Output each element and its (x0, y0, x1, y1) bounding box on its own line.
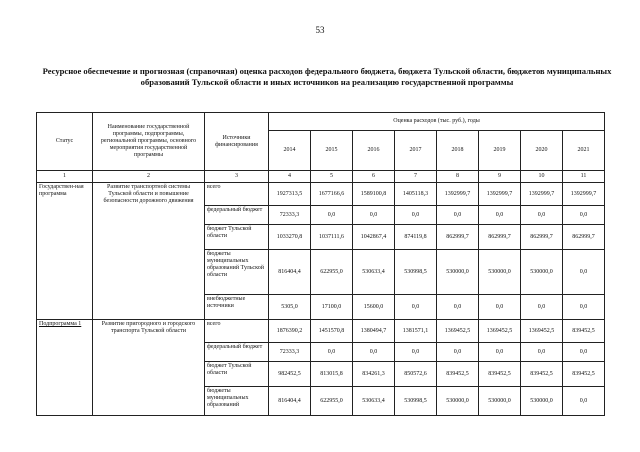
value-cell: 72333,3 (269, 206, 311, 225)
column-number-row (37, 171, 605, 183)
column-number: 11 (563, 171, 605, 183)
value-cell: 0,0 (521, 295, 563, 320)
column-number: 5 (311, 171, 353, 183)
value-cell: 862999,7 (479, 225, 521, 250)
column-number: 3 (205, 171, 269, 183)
header-year: 2019 (479, 131, 521, 171)
value-cell: 1876390,2 (269, 320, 311, 343)
value-cell: 1589100,8 (353, 183, 395, 206)
value-cell: 862999,7 (563, 225, 605, 250)
header-year: 2020 (521, 131, 563, 171)
value-cell: 0,0 (521, 206, 563, 225)
header-year: 2016 (353, 131, 395, 171)
funding-source-cell: бюджет Тульской области (205, 225, 269, 250)
value-cell: 530000,0 (437, 250, 479, 295)
program-name-cell: Развитие транспортной системы Тульской области и повышение безопасности дорожного движения (93, 183, 205, 320)
funding-source-cell: всего (205, 183, 269, 206)
value-cell: 839452,5 (563, 320, 605, 343)
value-cell: 0,0 (437, 343, 479, 362)
value-cell: 72333,3 (269, 343, 311, 362)
funding-source-cell: бюджеты муниципальных образований Тульской области (205, 250, 269, 295)
value-cell: 862999,7 (521, 225, 563, 250)
value-cell: 1042867,4 (353, 225, 395, 250)
column-number: 2 (93, 171, 205, 183)
value-cell: 1380494,7 (353, 320, 395, 343)
value-cell: 1369452,5 (437, 320, 479, 343)
value-cell: 1405118,3 (395, 183, 437, 206)
header-sources: Источники финансирования (205, 113, 269, 171)
value-cell: 1037111,6 (311, 225, 353, 250)
status-cell: Подпрограмма 1 (37, 320, 93, 416)
value-cell: 622955,0 (311, 387, 353, 416)
value-cell: 622955,0 (311, 250, 353, 295)
value-cell: 0,0 (521, 343, 563, 362)
status-cell: Государствен-ная программа (37, 183, 93, 320)
value-cell: 0,0 (437, 206, 479, 225)
funding-source-cell: бюджеты муниципальных образований (205, 387, 269, 416)
value-cell: 839452,5 (437, 362, 479, 387)
column-number: 10 (521, 171, 563, 183)
funding-source-cell: всего (205, 320, 269, 343)
value-cell: 530000,0 (479, 250, 521, 295)
value-cell: 1677166,6 (311, 183, 353, 206)
value-cell: 1369452,5 (479, 320, 521, 343)
value-cell: 839452,5 (479, 362, 521, 387)
value-cell: 0,0 (353, 343, 395, 362)
value-cell: 813015,8 (311, 362, 353, 387)
value-cell: 0,0 (563, 387, 605, 416)
value-cell: 0,0 (563, 343, 605, 362)
header-year: 2014 (269, 131, 311, 171)
value-cell: 1381571,1 (395, 320, 437, 343)
value-cell: 839452,5 (521, 362, 563, 387)
value-cell: 0,0 (479, 295, 521, 320)
value-cell: 834261,3 (353, 362, 395, 387)
value-cell: 0,0 (311, 343, 353, 362)
value-cell: 1451570,8 (311, 320, 353, 343)
value-cell: 530633,4 (353, 387, 395, 416)
column-number: 8 (437, 171, 479, 183)
value-cell: 17100,0 (311, 295, 353, 320)
value-cell: 15600,0 (353, 295, 395, 320)
column-number: 6 (353, 171, 395, 183)
value-cell: 0,0 (395, 206, 437, 225)
value-cell: 816404,4 (269, 387, 311, 416)
funding-source-cell: федеральный бюджет (205, 343, 269, 362)
funding-source-cell: федеральный бюджет (205, 206, 269, 225)
value-cell: 862999,7 (437, 225, 479, 250)
value-cell: 839452,5 (563, 362, 605, 387)
value-cell: 982452,5 (269, 362, 311, 387)
value-cell: 850572,6 (395, 362, 437, 387)
funding-source-cell: бюджет Тульской области (205, 362, 269, 387)
table-row (37, 183, 605, 206)
value-cell: 0,0 (479, 343, 521, 362)
page-number: 53 (315, 25, 325, 35)
value-cell: 1392999,7 (563, 183, 605, 206)
value-cell: 0,0 (479, 206, 521, 225)
value-cell: 1927313,5 (269, 183, 311, 206)
value-cell: 0,0 (353, 206, 395, 225)
value-cell: 1392999,7 (479, 183, 521, 206)
column-number: 9 (479, 171, 521, 183)
value-cell: 0,0 (563, 206, 605, 225)
value-cell: 0,0 (311, 206, 353, 225)
header-name: Наименование государственной программы, подпрограммы, региональной программы, основного мероприятия государственной программы (93, 113, 205, 171)
value-cell: 530998,5 (395, 387, 437, 416)
value-cell: 530633,4 (353, 250, 395, 295)
value-cell: 530000,0 (479, 387, 521, 416)
value-cell: 0,0 (395, 295, 437, 320)
value-cell: 1033270,8 (269, 225, 311, 250)
value-cell: 530998,5 (395, 250, 437, 295)
value-cell: 530000,0 (521, 387, 563, 416)
value-cell: 1392999,7 (437, 183, 479, 206)
program-name-cell: Развитие пригородного и городского транспорта Тульской области (93, 320, 205, 416)
header-year: 2015 (311, 131, 353, 171)
value-cell: 1369452,5 (521, 320, 563, 343)
header-year: 2021 (563, 131, 605, 171)
header-year: 2018 (437, 131, 479, 171)
header-estimate: Оценка расходов (тыс. руб.), годы (269, 113, 605, 131)
value-cell: 816404,4 (269, 250, 311, 295)
header-status: Статус (37, 113, 93, 171)
header-row-top (37, 113, 605, 131)
budget-table (36, 112, 605, 416)
value-cell: 1392999,7 (521, 183, 563, 206)
column-number: 7 (395, 171, 437, 183)
column-number: 4 (269, 171, 311, 183)
value-cell: 0,0 (437, 295, 479, 320)
value-cell: 0,0 (395, 343, 437, 362)
column-number: 1 (37, 171, 93, 183)
value-cell: 5305,0 (269, 295, 311, 320)
table-row (37, 320, 605, 343)
value-cell: 874119,8 (395, 225, 437, 250)
value-cell: 530000,0 (521, 250, 563, 295)
value-cell: 530000,0 (437, 387, 479, 416)
header-year: 2017 (395, 131, 437, 171)
value-cell: 0,0 (563, 250, 605, 295)
value-cell: 0,0 (563, 295, 605, 320)
document-title: Ресурсное обеспечение и прогнозная (справочная) оценка расходов федерального бюджета, бюджета Тульской области, бюджетов муниципальных образований Тульской области и иных источников на реализацию государственной программы (42, 66, 612, 87)
funding-source-cell: внебюджетные источники (205, 295, 269, 320)
